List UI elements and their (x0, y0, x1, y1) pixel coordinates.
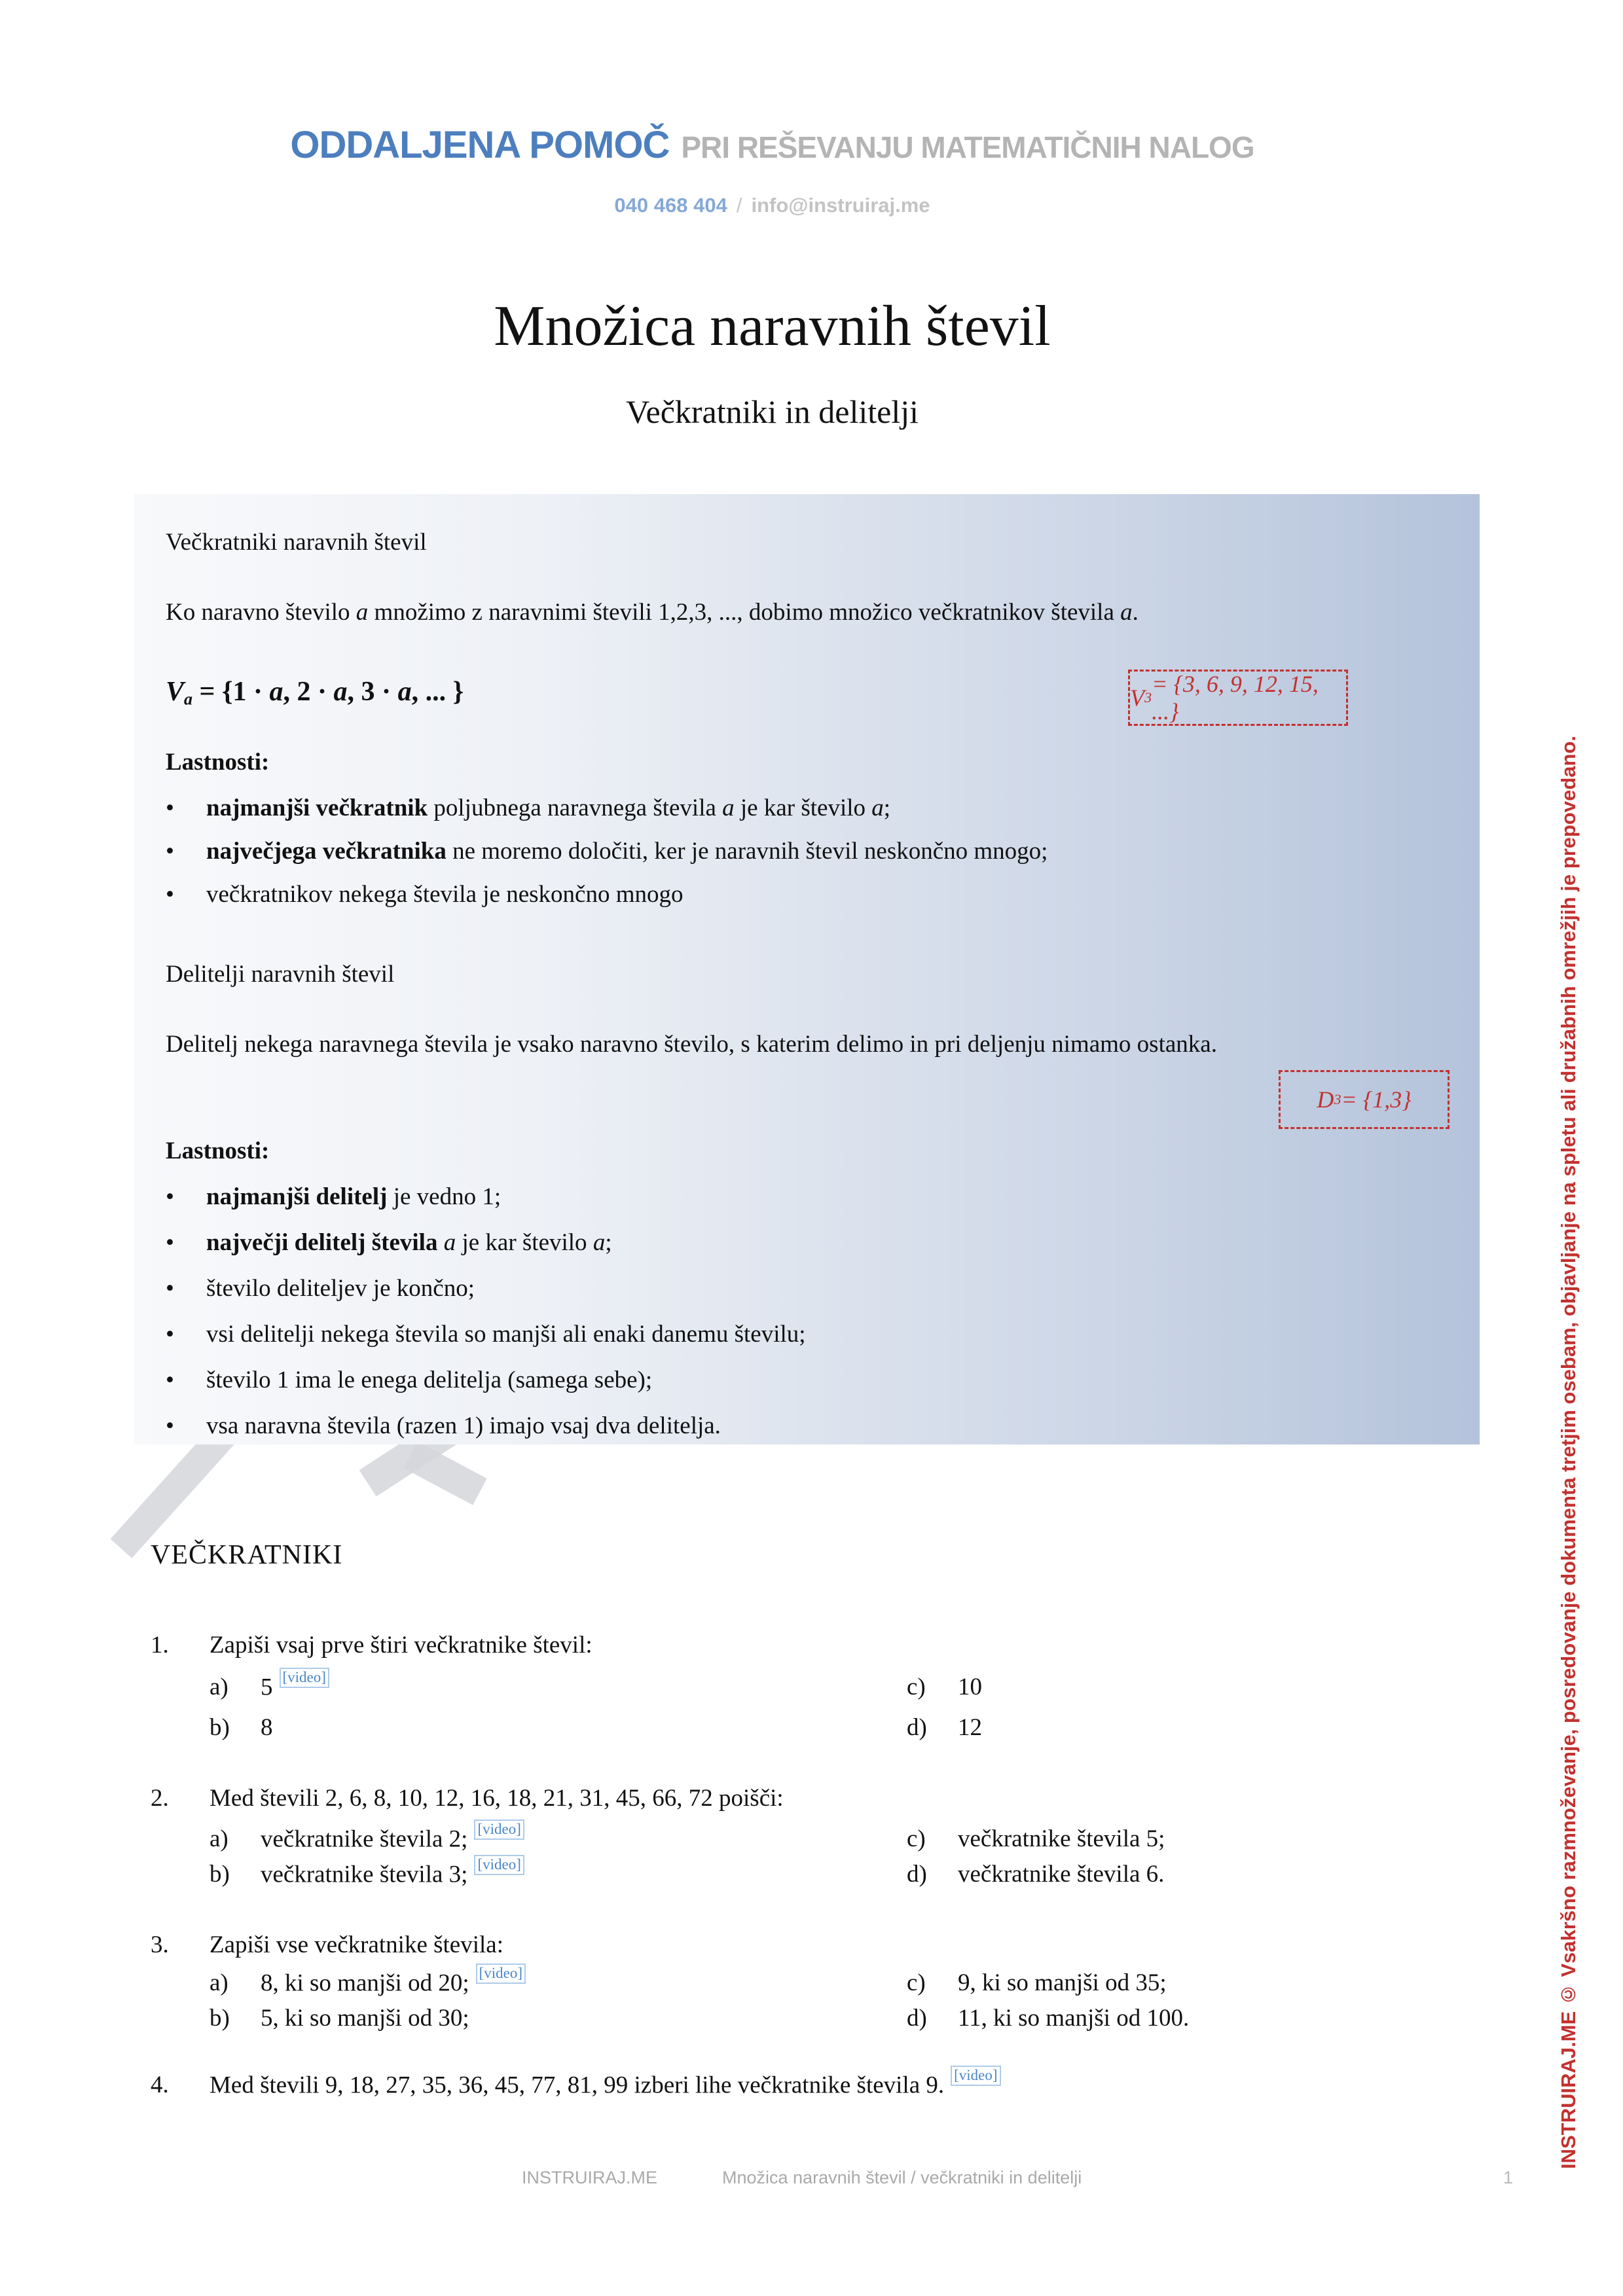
item-label: a) (210, 1674, 228, 1700)
bullet-icon: • (166, 795, 174, 821)
brand-logo: ODDALJENA POMOČ (290, 124, 670, 166)
page-number: 1 (1503, 2168, 1514, 2187)
multiples-heading: Večkratniki naravnih števil (166, 529, 427, 556)
item-label: b) (210, 1861, 230, 1888)
item-text: 11, ki so manjši od 100. (958, 2005, 1190, 2032)
item-label: d) (907, 1714, 927, 1741)
multiples-paragraph: Ko naravno število a množimo z naravnimi števili 1,2,3, ..., dobimo množico večkratnikov števila a. (166, 599, 1139, 626)
item-label: b) (210, 1714, 230, 1741)
item-text: 9, ki so manjši od 35; (958, 1969, 1167, 1996)
item-text: 12 (958, 1714, 982, 1741)
divisors-example-box: D 3 = {1,3} (1279, 1070, 1450, 1129)
item-text: 8 (261, 1714, 273, 1741)
exercise-number: 3. (151, 1931, 169, 1958)
email-link[interactable]: info@instruiraj.me (751, 194, 930, 217)
item-label: d) (907, 2005, 927, 2032)
item-text: 5 [video] (261, 1673, 329, 1701)
bullet-icon: • (166, 881, 174, 908)
video-link[interactable]: [video] (474, 1820, 524, 1840)
bullet-icon: • (166, 1321, 174, 1348)
bullet-icon: • (166, 1229, 174, 1256)
page-subtitle: Večkratniki in delitelji (625, 393, 919, 430)
item-label: c) (907, 1674, 926, 1700)
exercise-number: 1. (151, 1632, 169, 1659)
exercise-number: 2. (151, 1785, 169, 1812)
exercise-number: 4. (151, 2072, 169, 2098)
item-text: večkratnike števila 2; [video] (261, 1825, 524, 1853)
footer-brand: INSTRUIRAJ.ME (522, 2168, 658, 2187)
item-label: a) (210, 1825, 228, 1852)
bullet-icon: • (166, 1275, 174, 1302)
video-link[interactable]: [video] (476, 1964, 526, 1984)
item-text: večkratnike števila 5; (958, 1825, 1165, 1852)
theory-box: Večkratniki naravnih števil Ko naravno število a množimo z naravnimi števili 1,2,3, ..., dobimo množico večkratnikov števila a. $V_a = \{1 \cdot a$, 2 · a, 3 · a, ... } V 3 = {3, 6, 9, 12, 15, ...} Lastnosti: • najmanjši večkratnik poljubnega naravnega števila a je kar število a; • največjega večkratnika ne moremo določiti, ker je naravnih števil neskončno mnogo; • večkratnikov nekega števila je neskončno mnogo Delitelji naravnih števil Delitelj nekega naravnega števila je vsako naravno število, s katerim delimo in pri deljenju nimamo ostanka. D 3 = {1,3} Lastnosti: • najmanjši delitelj je vedno 1; • največji delitelj števila a je kar število a; • število deliteljev je končno; • vsi delitelji nekega števila so manjši ali enaki danemu številu; • število 1 ima le enega delitelja (samega sebe); • vsa naravna števila (razen 1) imajo vsaj dva delitelja. (134, 494, 1480, 1444)
footer (0, 2168, 1623, 2194)
bullet-icon: • (166, 838, 174, 865)
divisors-properties-label: Lastnosti: (166, 1138, 270, 1164)
multiples-properties-label: Lastnosti: (166, 749, 270, 776)
video-link[interactable]: [video] (280, 1668, 329, 1688)
header-tagline: PRI REŠEVANJU MATEMATIČNIH NALOG (681, 130, 1254, 164)
divisors-paragraph: Delitelj nekega naravnega števila je vsako naravno število, s katerim delimo in pri deljenju nimamo ostanka. (166, 1031, 1217, 1058)
exercise-intro: Zapiši vsaj prve štiri večkratnike števil: (210, 1632, 593, 1659)
header-contact (0, 194, 1544, 217)
item-label: d) (907, 1861, 927, 1888)
item-text: 10 (958, 1674, 982, 1700)
item-label: c) (907, 1825, 926, 1852)
bullet-icon: • (166, 1367, 174, 1393)
video-link[interactable]: [video] (951, 2066, 1000, 2086)
item-text: 5, ki so manjši od 30; (261, 2005, 469, 2032)
header (0, 123, 1544, 167)
exercise-intro: Zapiši vse večkratnike števila: (210, 1931, 503, 1958)
bullet-icon: • (166, 1183, 174, 1210)
section-heading: VEČKRATNIKI (151, 1540, 343, 1570)
contact-separator: / (736, 194, 742, 217)
divisors-heading: Delitelji naravnih števil (166, 961, 395, 988)
multiples-formula: $V_a = \{1 \cdot a$, 2 · a, 3 · a, ... } (166, 677, 464, 709)
item-label: a) (210, 1969, 228, 1996)
item-label: b) (210, 2005, 230, 2032)
copyright-notice-vertical: INSTRUIRAJ.ME © Vsakršno razmnoževanje, posredovanje dokumenta tretjim osebam, objavljanje na spletu ali družabnih omrežjih je prepovedano. (1557, 735, 1580, 2169)
exercise-intro: Med števili 9, 18, 27, 35, 36, 45, 77, 81, 99 izberi lihe večkratnike števila 9. [video] (210, 2071, 1001, 2099)
page-title: Množica naravnih števil (494, 295, 1051, 358)
item-text: večkratnike števila 3; [video] (261, 1860, 524, 1888)
item-text: večkratnike števila 6. (958, 1861, 1165, 1888)
multiples-example-box: V 3 = {3, 6, 9, 12, 15, ...} (1128, 670, 1348, 726)
bullet-icon: • (166, 1412, 174, 1439)
video-link[interactable]: [video] (474, 1855, 524, 1875)
footer-doc-title: Množica naravnih števil / večkratniki in delitelji (722, 2168, 1082, 2187)
exercise-intro: Med števili 2, 6, 8, 10, 12, 16, 18, 21, 31, 45, 66, 72 poišči: (210, 1785, 784, 1812)
phone-number: 040 468 404 (614, 194, 727, 217)
item-label: c) (907, 1969, 926, 1996)
item-text: 8, ki so manjši od 20; [video] (261, 1969, 526, 1997)
